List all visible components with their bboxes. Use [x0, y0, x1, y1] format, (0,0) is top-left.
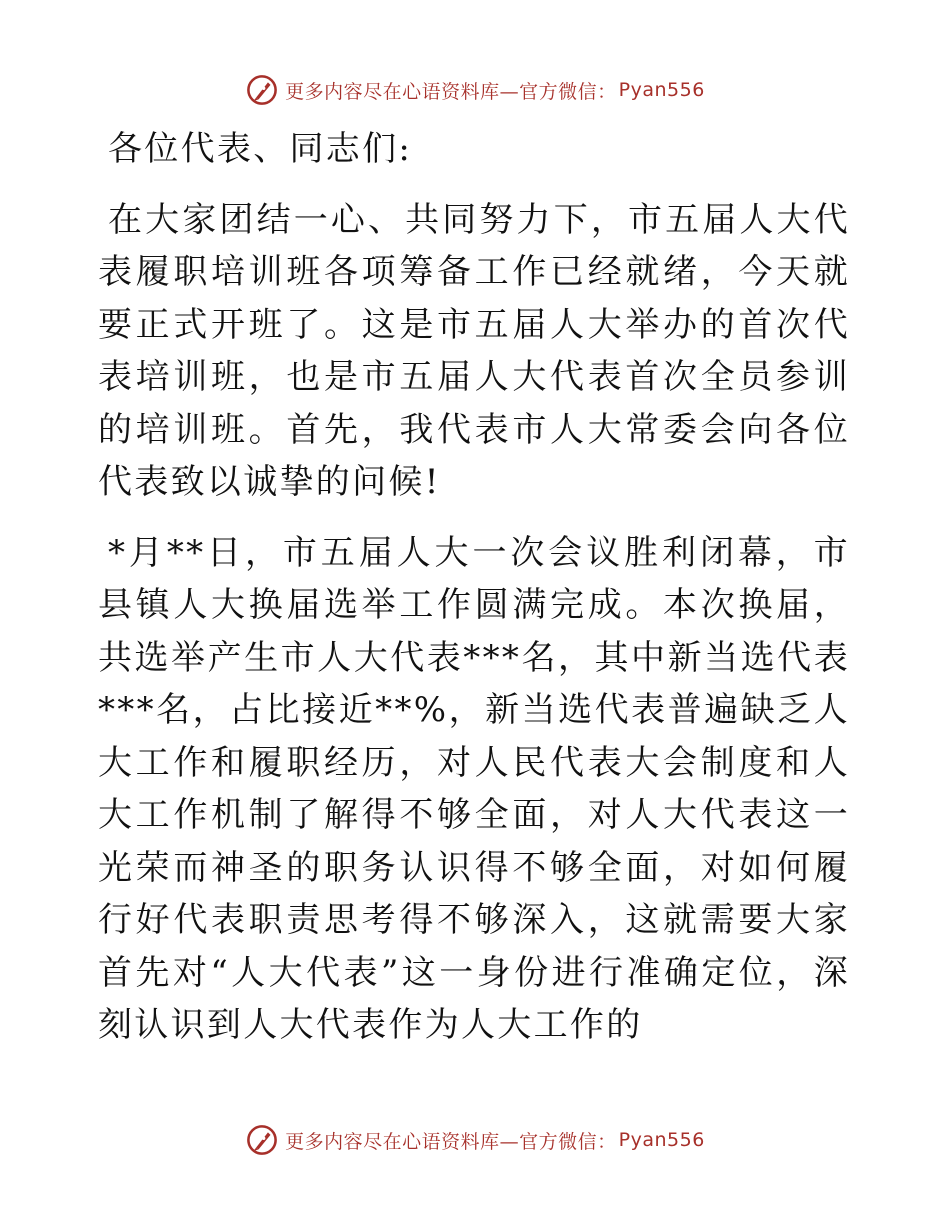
paragraph-1: 在大家团结一心、共同努力下，市五届人大代表履职培训班各项筹备工作已经就绪，今天就要正式开班了。这是市五届人大举办的首次代表培训班，也是市五届人大代表首次全员参训的培训班。首先，我代表市人大常委会向各位代表致以诚挚的问候! [98, 199, 850, 502]
pen-nib-logo-icon [245, 1123, 279, 1157]
paragraph-2: *月**日，市五届人大一次会议胜利闭幕，市县镇人大换届选举工作圆满完成。本次换届，共选举产生市人大代表***名，其中新当选代表***名，占比接近**%，新当选代表普遍缺乏人大工作和履职经历，对人民代表大会制度和人大工作机制了解得不够全面，对人大代表这一光荣而神圣的职务认识得不够全面，对如何履行好代表职责思考得不够深入，这就需要大家首先对“人大代表”这一身份进行准确定位，深刻认识到人大代表作为人大工作的 [98, 532, 850, 1045]
footer-watermark [0, 1120, 950, 1160]
header-watermark [0, 70, 950, 110]
watermark-text: 更多内容尽在心语资料库—官方微信： [285, 80, 617, 103]
pen-nib-logo-icon [245, 73, 279, 107]
watermark-text: 更多内容尽在心语资料库—官方微信： [285, 1130, 617, 1153]
greeting: 各位代表、同志们: [108, 129, 413, 169]
watermark-wechat-id: Pyan556 [618, 1129, 705, 1151]
watermark-wechat-id: Pyan556 [618, 79, 705, 101]
document-body [98, 123, 850, 1052]
